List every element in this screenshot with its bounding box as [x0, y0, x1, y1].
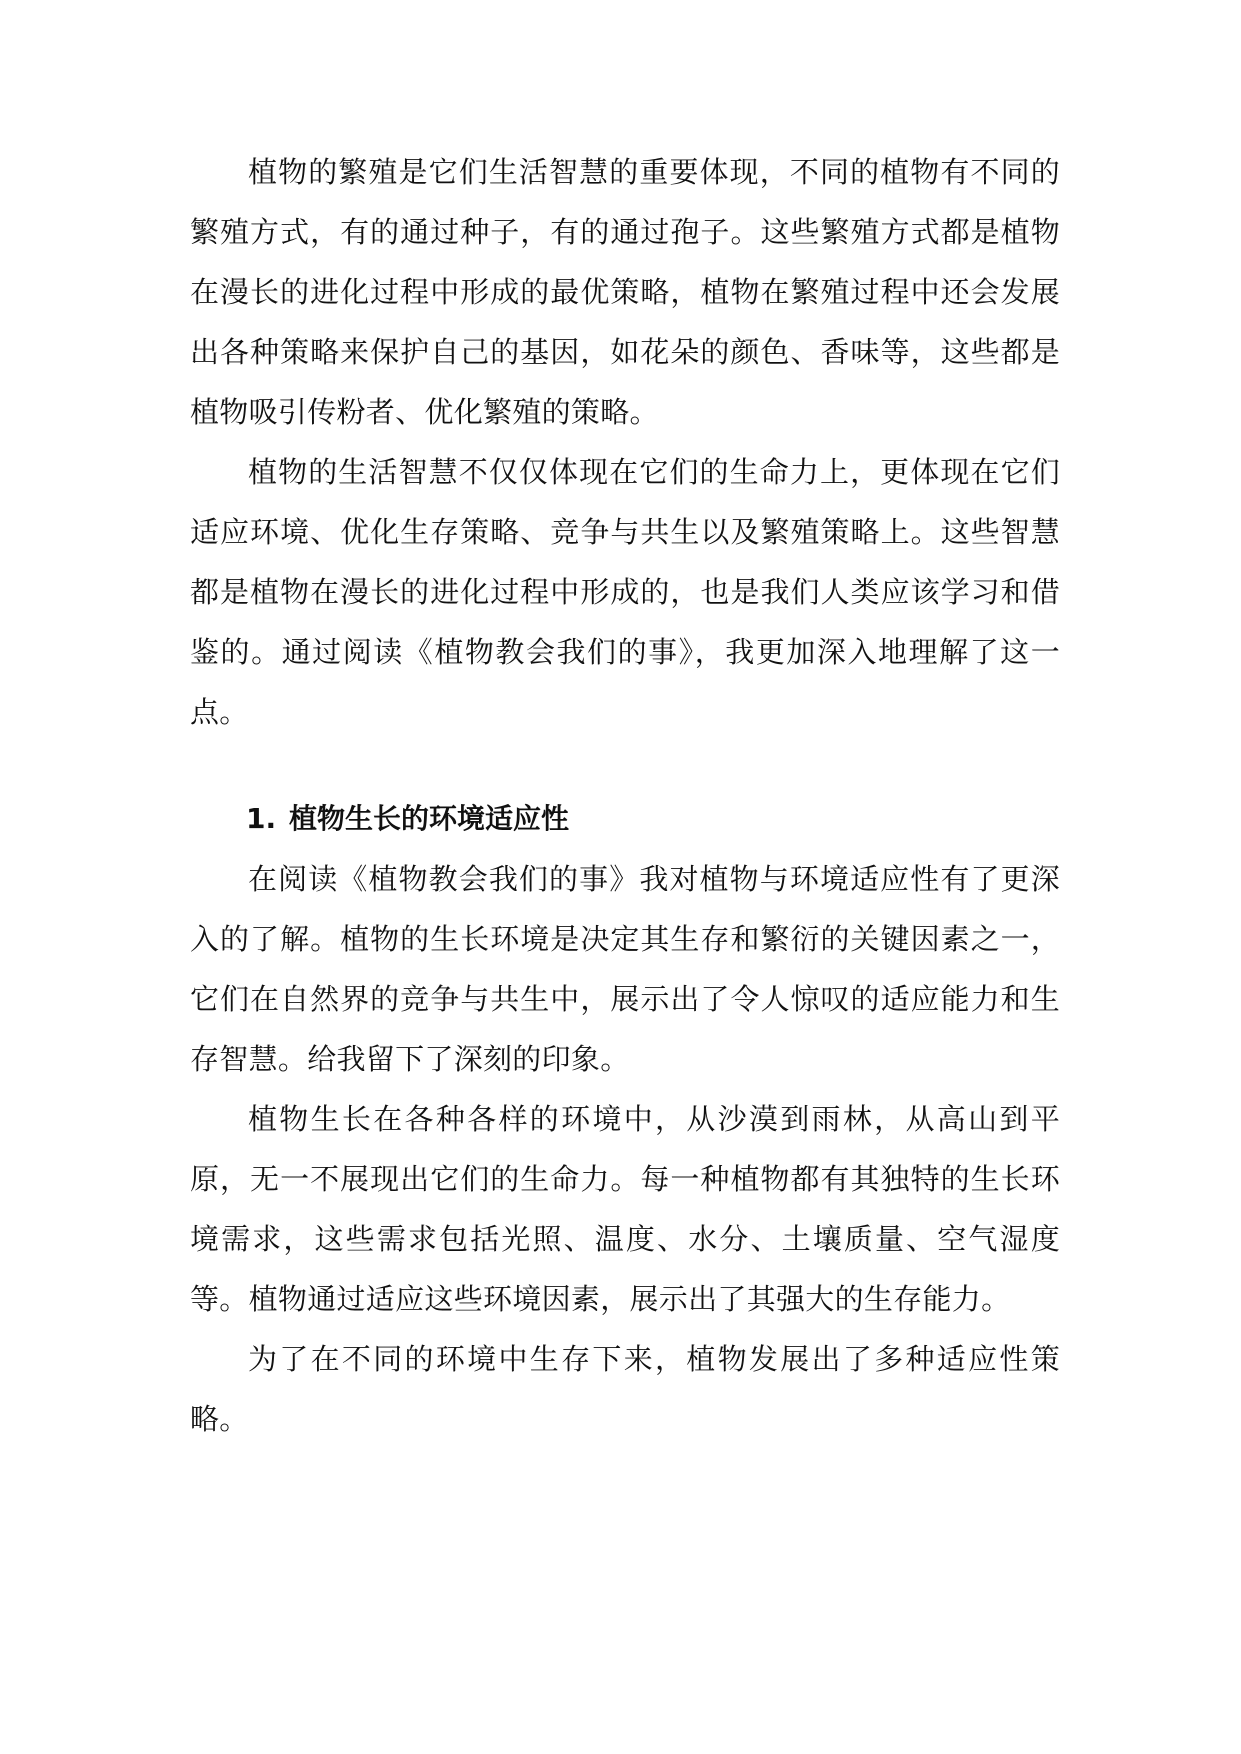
paragraph-growth-environments: 植物生长在各种各样的环境中，从沙漠到雨林，从高山到平原，无一不展现出它们的生命力。每一种植物都有其独特的生长环境需求，这些需求包括光照、温度、水分、土壤质量、空气湿度等。植物通过适应这些环境因素，展示出了其强大的生存能力。	[190, 1102, 1060, 1316]
paragraph-reproduction: 植物的繁殖是它们生活智慧的重要体现，不同的植物有不同的繁殖方式，有的通过种子，有的通过孢子。这些繁殖方式都是植物在漫长的进化过程中形成的最优策略，植物在繁殖过程中还会发展出各种策略来保护自己的基因，如花朵的颜色、香味等，这些都是植物吸引传粉者、优化繁殖的策略。	[190, 155, 1060, 429]
paragraph-life-wisdom: 植物的生活智慧不仅仅体现在它们的生命力上，更体现在它们适应环境、优化生存策略、竞争与共生以及繁殖策略上。这些智慧都是植物在漫长的进化过程中形成的，也是我们人类应该学习和借鉴的。通过阅读《植物教会我们的事》，我更加深入地理解了这一点。	[190, 455, 1060, 729]
document-body	[190, 142, 1060, 1449]
paragraph-adaptive-strategies: 为了在不同的环境中生存下来，植物发展出了多种适应性策略。	[190, 1342, 1060, 1436]
section-number: 1.	[246, 802, 277, 835]
section-title: 植物生长的环境适应性	[289, 802, 570, 835]
section-heading	[190, 789, 1060, 849]
paragraph-reading-impression: 在阅读《植物教会我们的事》我对植物与环境适应性有了更深入的了解。植物的生长环境是决定其生存和繁衍的关键因素之一，它们在自然界的竞争与共生中，展示出了令人惊叹的适应能力和生存智慧。给我留下了深刻的印象。	[190, 862, 1060, 1076]
